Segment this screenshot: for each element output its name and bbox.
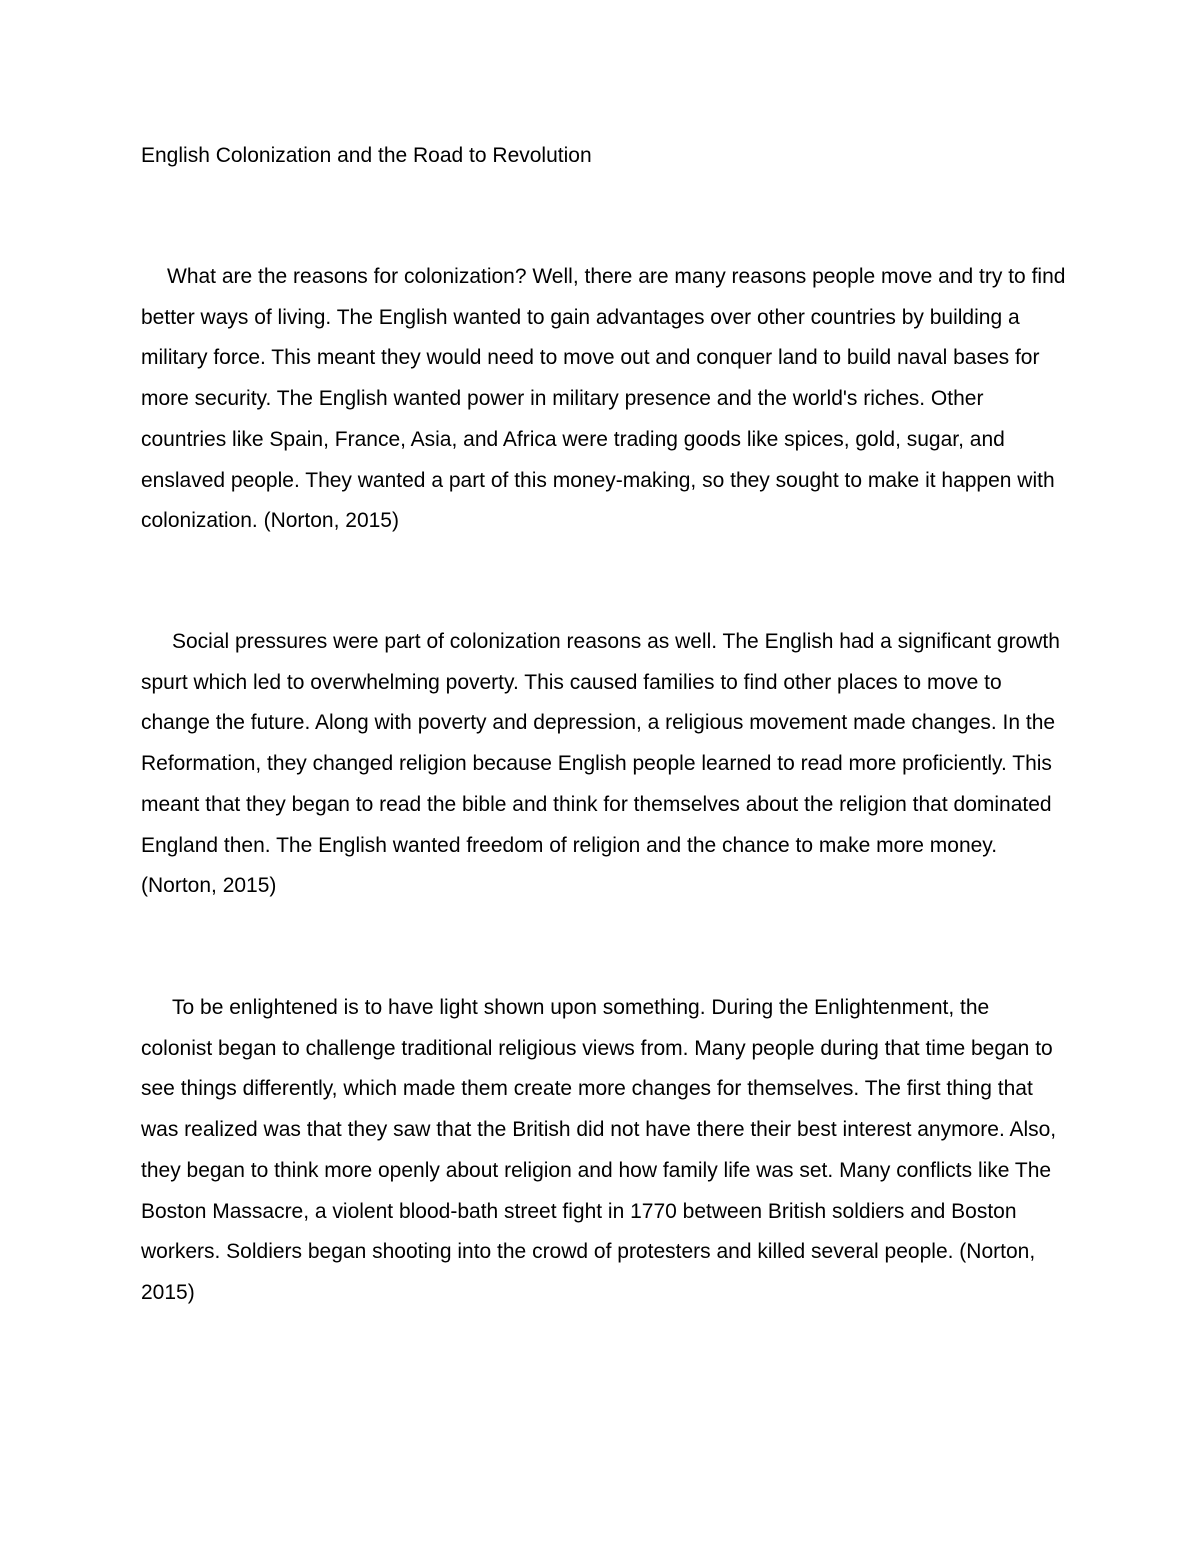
document-title: English Colonization and the Road to Revolution [141, 144, 592, 167]
paragraph-colonization-reasons: What are the reasons for colonization? Well, there are many reasons people move and try to find better ways of living. The English wanted to gain advantages over other countries by building a military force. This meant they would need to move out and conquer land to build naval bases for more security. The English wanted power in military presence and the world's riches. Other countries like Spain, France, Asia, and Africa were trading goods like spices, gold, sugar, and enslaved people. They wanted a part of this money-making, so they sought to make it happen with colonization. (Norton, 2015) [141, 265, 1066, 533]
paragraph-enlightenment: To be enlightened is to have light shown upon something. During the Enlightenment, the colonist began to challenge traditional religious views from. Many people during that time began to see things differently, which made them create more changes for themselves. The first thing that was realized was that they saw that the British did not have there their best interest anymore. Also, they began to think more openly about religion and how family life was set. Many conflicts like The Boston Massacre, a violent blood-bath street fight in 1770 between British soldiers and Boston workers. Soldiers began shooting into the crowd of protesters and killed several people. (Norton, 2015) [141, 996, 1057, 1304]
paragraph-social-pressures: Social pressures were part of colonization reasons as well. The English had a significant growth spurt which led to overwhelming poverty. This caused families to find other places to move to change the future. Along with poverty and depression, a religious movement made changes. In the Reformation, they changed religion because English people learned to read more proficiently. This meant that they began to read the bible and think for themselves about the religion that dominated England then. The English wanted freedom of religion and the chance to make more money. (Norton, 2015) [141, 630, 1060, 898]
